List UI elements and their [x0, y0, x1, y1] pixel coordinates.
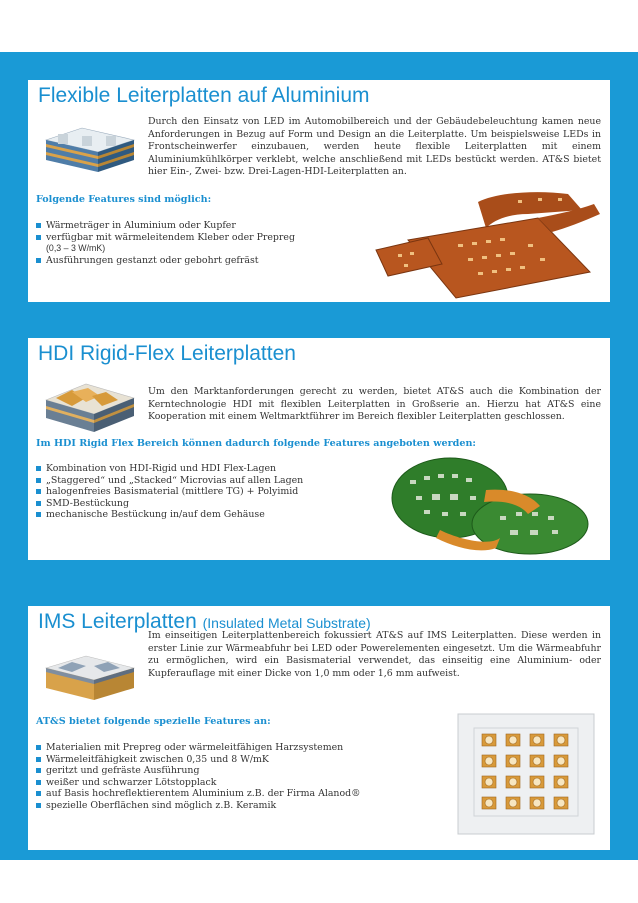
- led-dome: [485, 736, 493, 744]
- section-title-main: IMS Leiterplatten: [38, 610, 197, 633]
- list-item: verfügbar mit wärmeleitendem Kleber oder Prepreg: [36, 232, 295, 244]
- rigid-flex-pcb-photo: [380, 450, 602, 558]
- section-card-hdi: [28, 338, 610, 560]
- led-dome: [485, 799, 493, 807]
- microvia-cross-section-illustration: [42, 378, 138, 434]
- flex-pcb-photo: [368, 184, 604, 300]
- led-dome: [557, 799, 565, 807]
- list-item: Materialien mit Prepreg oder wärmeleitfähigen Harzsystemen: [36, 742, 360, 754]
- led-dome: [557, 778, 565, 786]
- list-item: geritzt und gefräste Ausführung: [36, 765, 360, 777]
- list-item: halogenfreies Basismaterial (mittlere TG) + Polyimid: [36, 486, 303, 498]
- layer-stack-illustration: [42, 124, 138, 176]
- features-heading: AT&S bietet folgende spezielle Features an:: [36, 716, 271, 727]
- led-dome: [509, 778, 517, 786]
- section-intro: Im einseitigen Leiterplattenbereich fokussiert AT&S auf IMS Leiterplatten. Diese werden in erster Linie zur Wärmeabfuhr bei LED oder Powerelementen eingesetzt. Um die Wärmeabfuhr zu ermöglichen, wird ein Basismaterial verwendet, das einseitig eine Aluminium- oder Kupferauflage mit einer Dicke von 1,0 mm oder 1,6 mm aufweist.: [148, 630, 601, 679]
- features-heading: Im HDI Rigid Flex Bereich können dadurch folgende Features angeboten werden:: [36, 438, 476, 449]
- led-dome: [485, 757, 493, 765]
- led-dome: [533, 799, 541, 807]
- led-dome: [485, 778, 493, 786]
- section-intro: Um den Marktanforderungen gerecht zu werden, bietet AT&S auch die Kombination der Kerntechnologie HDI mit flexiblen Leiterplatten in Großserie an. Hierzu hat AT&S eine Kooperation mit einem Weltmarktführer im Bereich flexibler Leiterplatten geschlossen.: [148, 386, 601, 423]
- features-heading: Folgende Features sind möglich:: [36, 194, 212, 205]
- led-dome: [509, 799, 517, 807]
- list-item: Ausführungen gestanzt oder gebohrt gefräst: [36, 255, 295, 267]
- section-intro: Durch den Einsatz von LED im Automobilbereich und der Gebäudebeleuchtung kamen neue Anforderungen in Bezug auf Form und Design an die Leiterplatte. Um beispielsweise LEDs in Frontscheinwerfer einzubauen, werden heute flexible Leiterplatten mit einem Aluminiumkühlkörper verklebt, welche anschließend mit LEDs bestückt werden. AT&S bietet hier Ein-, Zwei- bzw. Drei-Lagen-HDI-Leiterplatten an.: [148, 116, 601, 178]
- section-card-ims: [28, 606, 610, 850]
- ims-led-board-photo: [454, 710, 598, 838]
- list-item: mechanische Bestückung in/auf dem Gehäuse: [36, 509, 303, 521]
- features-list: [36, 742, 360, 812]
- ims-cross-section-illustration: [42, 650, 138, 704]
- list-item: Kombination von HDI-Rigid und HDI Flex-Lagen: [36, 463, 303, 475]
- list-item: SMD-Bestückung: [36, 498, 303, 510]
- section-title-suffix: (Insulated Metal Substrate): [202, 615, 371, 631]
- led-dome: [509, 736, 517, 744]
- list-item: spezielle Oberflächen sind möglich z.B. Keramik: [36, 800, 360, 812]
- list-item: Wärmeleitfähigkeit zwischen 0,35 und 8 W/mK: [36, 754, 360, 766]
- led-dome: [533, 757, 541, 765]
- list-item: weißer und schwarzer Lötstopplack: [36, 777, 360, 789]
- led-dome: [509, 757, 517, 765]
- list-item-continuation: (0,3 – 3 W/mK): [46, 243, 106, 254]
- section-card-flexible: [28, 80, 610, 302]
- led-dome: [557, 757, 565, 765]
- section-title: Flexible Leiterplatten auf Aluminium: [38, 84, 370, 107]
- section-title: HDI Rigid-Flex Leiterplatten: [38, 342, 296, 365]
- features-list: [36, 220, 295, 266]
- led-dome: [533, 778, 541, 786]
- features-list: [36, 463, 303, 521]
- led-dome: [533, 736, 541, 744]
- led-dome: [557, 736, 565, 744]
- list-item: auf Basis hochreflektierentem Aluminium z.B. der Firma Alanod®: [36, 788, 360, 800]
- list-item: Wärmeträger in Aluminium oder Kupfer: [36, 220, 295, 232]
- list-item: „Staggered“ und „Stacked“ Microvias auf allen Lagen: [36, 475, 303, 487]
